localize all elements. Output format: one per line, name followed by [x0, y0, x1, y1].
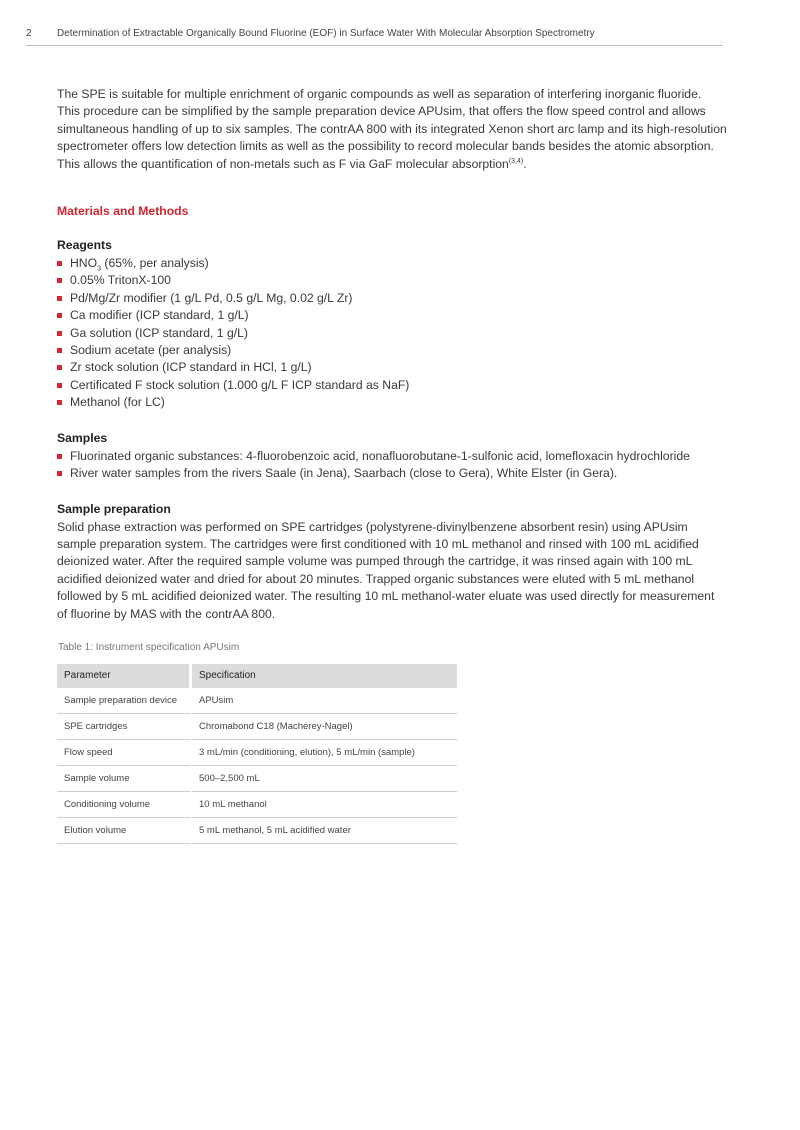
list-item: Ca modifier (ICP standard, 1 g/L) [57, 307, 727, 324]
table-row [57, 792, 457, 818]
materials-heading: Materials and Methods [57, 204, 189, 219]
sample-preparation-heading: Sample preparation [57, 501, 171, 516]
reagent-formula: HNO [70, 256, 98, 271]
intro-paragraph [57, 86, 727, 173]
table-cell-parameter: Elution volume [57, 818, 192, 844]
column-header-specification: Specification [192, 664, 457, 688]
samples-heading: Samples [57, 430, 108, 445]
list-item: Ga solution (ICP standard, 1 g/L) [57, 325, 727, 342]
table-cell-parameter: Sample volume [57, 766, 192, 792]
reagent-formula-subscript: 3 [97, 265, 101, 273]
table-row [57, 766, 457, 792]
document-title: Determination of Extractable Organically Bound Fluorine (EOF) in Surface Water With Molecular Absorption Spectrometry [57, 28, 595, 39]
list-item: River water samples from the rivers Saale (in Jena), Saarbach (close to Gera), White Elster (in Gera). [57, 465, 727, 482]
table-cell-specification: 10 mL methanol [192, 792, 457, 818]
page-content [57, 86, 727, 844]
column-header-parameter: Parameter [57, 664, 192, 688]
intro-text: The SPE is suitable for multiple enrichment of organic compounds as well as separation of interfering inorganic fluoride. This procedure can be simplified by the sample preparation device APUsim, that offers the flow speed control and allows simultaneous handling of up to six samples. The contrAA 800 with its integrated Xenon short arc lamp and its high-resolution spectrometer offers low detection limits as well as the possibility to record molecular bands besides the atomic absorption. This allows the quantification of non-metals such as F via GaF molecular absorption [57, 87, 727, 171]
list-item: Fluorinated organic substances: 4-fluorobenzoic acid, nonafluorobutane-1-sulfonic acid, lomefloxacin hydrochloride [57, 448, 727, 465]
table-cell-specification: 3 mL/min (conditioning, elution), 5 mL/min (sample) [192, 740, 457, 766]
list-item: 0.05% TritonX-100 [57, 272, 727, 289]
table-header-row [57, 664, 457, 688]
reagent-formula-detail: (65%, per analysis) [101, 256, 209, 271]
table-row [57, 714, 457, 740]
table-cell-specification: APUsim [192, 688, 457, 714]
table-cell-parameter: Sample preparation device [57, 688, 192, 714]
list-item: Methanol (for LC) [57, 394, 727, 411]
table-cell-parameter: Flow speed [57, 740, 192, 766]
table-row [57, 818, 457, 844]
table-row [57, 688, 457, 714]
list-item [57, 255, 727, 272]
instrument-spec-table [57, 664, 457, 844]
table-cell-specification: Chromabond C18 (Macherey-Nagel) [192, 714, 457, 740]
list-item: Sodium acetate (per analysis) [57, 342, 727, 359]
page-number: 2 [26, 28, 32, 39]
table-caption: Table 1: Instrument specification APUsim [58, 641, 240, 653]
table-cell-specification: 500–2,500 mL [192, 766, 457, 792]
sample-preparation-text: Solid phase extraction was performed on SPE cartridges (polystyrene-divinylbenzene absorbent resin) using APUsim sample preparation system. The cartridges were first conditioned with 10 mL methanol and rinsed with 100 mL acidified deionized water. After the required sample volume was pumped through the cartridge, it was rinsed again with 100 mL acidified deionized water and dried for about 20 minutes. Trapped organic substances were eluted with 5 mL methanol followed by 5 mL acidified deionized water. The resulting 10 mL methanol-water eluate was used directly for measurement of fluorine by MAS with the contrAA 800. [57, 519, 715, 621]
reagents-list [57, 255, 727, 412]
list-item: Certificated F stock solution (1.000 g/L F ICP standard as NaF) [57, 377, 727, 394]
table-cell-specification: 5 mL methanol, 5 mL acidified water [192, 818, 457, 844]
intro-end: . [523, 156, 527, 171]
list-item: Pd/Mg/Zr modifier (1 g/L Pd, 0.5 g/L Mg, 0.02 g/L Zr) [57, 290, 727, 307]
table-cell-parameter: Conditioning volume [57, 792, 192, 818]
table-cell-parameter: SPE cartridges [57, 714, 192, 740]
list-item: Zr stock solution (ICP standard in HCl, 1 g/L) [57, 359, 727, 376]
intro-reference: (3,4) [508, 157, 524, 165]
page-header [26, 27, 723, 46]
reagents-heading: Reagents [57, 238, 112, 253]
samples-list [57, 448, 727, 483]
table-row [57, 740, 457, 766]
